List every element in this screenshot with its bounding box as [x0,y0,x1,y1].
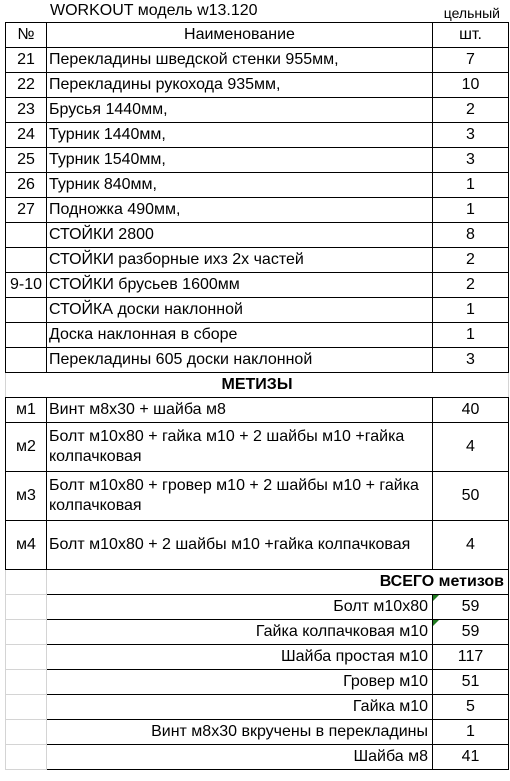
item-name-cell[interactable]: Турник 840мм, [47,173,433,198]
item-name-cell[interactable]: Перекладины шведской стенки 955мм, [47,48,433,73]
item-name-cell[interactable]: СТОЙКИ 2800 [47,223,433,248]
hardware-code-cell[interactable]: м2 [6,423,47,472]
table-row [6,73,509,98]
totals-row [6,645,509,670]
totals-title-row [6,570,509,595]
hardware-row [6,423,509,472]
item-name-cell[interactable]: Перекладины 605 доски наклонной [47,348,433,373]
col-name-header[interactable]: Наименование [47,23,433,48]
totals-row [6,620,509,645]
item-qty-cell[interactable]: 1 [433,323,509,348]
totals-blank-cell[interactable] [6,670,47,695]
table-row [6,98,509,123]
hardware-qty-cell[interactable]: 50 [433,472,509,521]
item-number-cell[interactable]: 9-10 [6,273,47,298]
header-row [6,23,509,48]
item-qty-cell[interactable]: 3 [433,148,509,173]
totals-blank-cell[interactable] [6,745,47,770]
item-name-cell[interactable]: СТОЙКИ разборные ихз 2х частей [47,248,433,273]
table-row [6,348,509,373]
totals-name-cell[interactable]: Шайба простая м10 [47,645,433,670]
totals-name-cell[interactable]: Болт м10х80 [47,595,433,620]
table-row [6,48,509,73]
item-qty-cell[interactable]: 1 [433,173,509,198]
hardware-qty-cell[interactable]: 4 [433,423,509,472]
item-number-cell[interactable] [6,348,47,373]
item-qty-cell[interactable]: 7 [433,48,509,73]
parts-table [5,22,509,770]
totals-qty-cell[interactable]: 41 [433,745,509,770]
hardware-section-title[interactable]: МЕТИЗЫ [6,373,509,398]
item-number-cell[interactable]: 21 [6,48,47,73]
totals-name-cell[interactable]: Гровер м10 [47,670,433,695]
item-name-cell[interactable]: СТОЙКИ брусьев 1600мм [47,273,433,298]
totals-blank-cell[interactable] [6,620,47,645]
hardware-name-cell[interactable]: Болт м10х80 + гайка м10 + 2 шайбы м10 +гайка колпачковая [47,423,433,472]
hardware-code-cell[interactable]: м1 [6,398,47,423]
totals-qty-cell[interactable]: 59 [433,620,509,645]
item-qty-cell[interactable]: 3 [433,348,509,373]
hardware-code-cell[interactable]: м4 [6,521,47,570]
item-number-cell[interactable]: 27 [6,198,47,223]
table-row [6,148,509,173]
item-number-cell[interactable]: 24 [6,123,47,148]
totals-name-cell[interactable]: Гайка колпачковая м10 [47,620,433,645]
totals-qty-cell[interactable]: 1 [433,720,509,745]
col-qty-header[interactable]: шт. [433,23,509,48]
item-number-cell[interactable] [6,248,47,273]
page-title[interactable]: WORKOUT модель w13.120 [50,2,258,19]
totals-row [6,595,509,620]
item-name-cell[interactable]: Турник 1540мм, [47,148,433,173]
hardware-row [6,398,509,423]
totals-blank-cell[interactable] [6,720,47,745]
table-row [6,198,509,223]
totals-row [6,745,509,770]
item-number-cell[interactable] [6,223,47,248]
hardware-name-cell[interactable]: Болт м10х80 + 2 шайбы м10 +гайка колпачковая [47,521,433,570]
table-row [6,173,509,198]
item-name-cell[interactable]: Подножка 490мм, [47,198,433,223]
item-name-cell[interactable]: СТОЙКА доски наклонной [47,298,433,323]
hardware-section-row [6,373,509,398]
totals-title[interactable]: ВСЕГО метизов [47,570,509,595]
table-row [6,123,509,148]
col-num-header[interactable]: № [6,23,47,48]
totals-blank-cell[interactable] [6,570,47,595]
hardware-code-cell[interactable]: м3 [6,472,47,521]
totals-name-cell[interactable]: Шайба м8 [47,745,433,770]
totals-qty-cell[interactable]: 59 [433,595,509,620]
totals-row [6,695,509,720]
item-qty-cell[interactable]: 2 [433,273,509,298]
item-qty-cell[interactable]: 10 [433,73,509,98]
totals-blank-cell[interactable] [6,645,47,670]
title-row [0,0,510,22]
hardware-row [6,521,509,570]
item-qty-cell[interactable]: 2 [433,248,509,273]
item-name-cell[interactable]: Доска наклонная в сборе [47,323,433,348]
hardware-name-cell[interactable]: Винт м8х30 + шайба м8 [47,398,433,423]
item-name-cell[interactable]: Брусья 1440мм, [47,98,433,123]
item-qty-cell[interactable]: 1 [433,198,509,223]
item-qty-cell[interactable]: 8 [433,223,509,248]
item-number-cell[interactable]: 26 [6,173,47,198]
totals-qty-cell[interactable]: 117 [433,645,509,670]
totals-name-cell[interactable]: Винт м8х30 вкручены в перекладины [47,720,433,745]
item-name-cell[interactable]: Перекладины рукохода 935мм, [47,73,433,98]
table-row [6,248,509,273]
totals-blank-cell[interactable] [6,595,47,620]
item-number-cell[interactable]: 23 [6,98,47,123]
totals-qty-cell[interactable]: 51 [433,670,509,695]
item-qty-cell[interactable]: 3 [433,123,509,148]
totals-row [6,670,509,695]
item-name-cell[interactable]: Турник 1440мм, [47,123,433,148]
totals-blank-cell[interactable] [6,695,47,720]
item-number-cell[interactable] [6,323,47,348]
totals-name-cell[interactable]: Гайка м10 [47,695,433,720]
item-qty-cell[interactable]: 2 [433,98,509,123]
item-qty-cell[interactable]: 1 [433,298,509,323]
table-row [6,223,509,248]
table-row [6,323,509,348]
item-number-cell[interactable]: 25 [6,148,47,173]
totals-qty-cell[interactable]: 5 [433,695,509,720]
table-row [6,298,509,323]
totals-row [6,720,509,745]
hardware-qty-cell[interactable]: 40 [433,398,509,423]
item-number-cell[interactable] [6,298,47,323]
hardware-qty-cell[interactable]: 4 [433,521,509,570]
hardware-row [6,472,509,521]
table-row [6,273,509,298]
hardware-name-cell[interactable]: Болт м10х80 + гровер м10 + 2 шайбы м10 + гайка колпачковая [47,472,433,521]
item-number-cell[interactable]: 22 [6,73,47,98]
title-right-label[interactable]: цельный [443,5,500,21]
